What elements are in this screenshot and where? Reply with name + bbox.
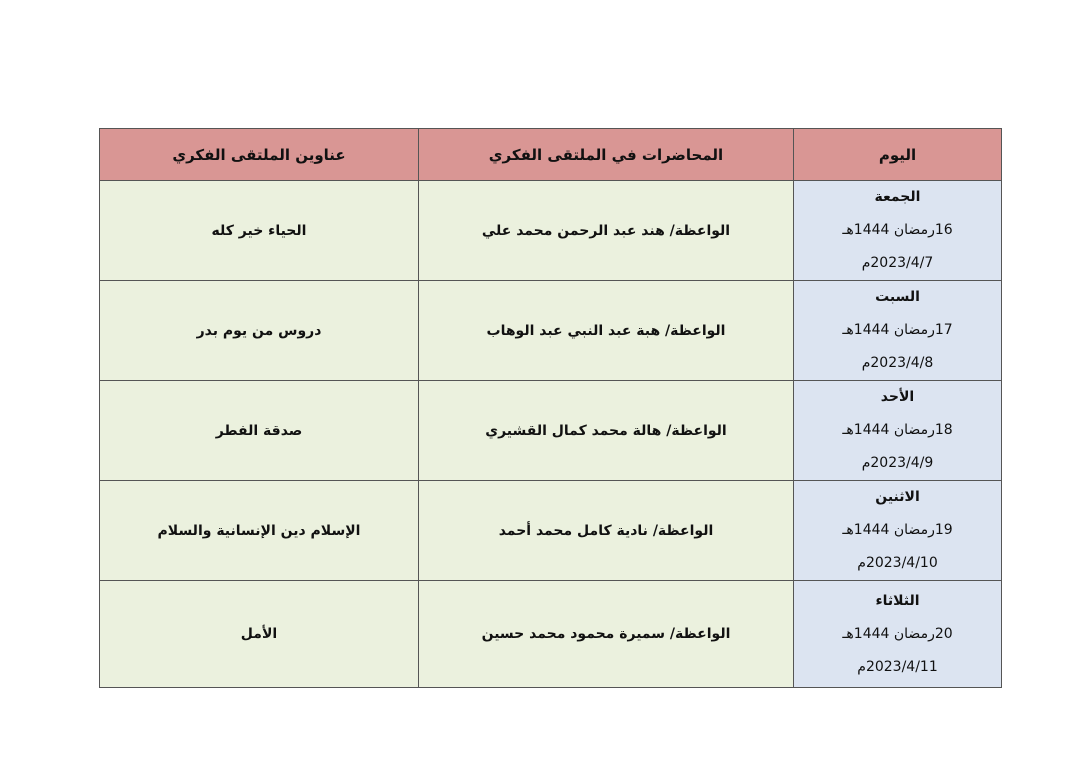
hijri-date: 18رمضان 1444هـ — [842, 422, 953, 438]
gregorian-date: 2023/4/10م — [857, 555, 938, 571]
gregorian-date: 2023/4/8م — [861, 355, 934, 371]
day-name: السبت — [875, 289, 920, 305]
lecturer-cell: الواعظة/ سميرة محمود محمد حسين — [419, 581, 794, 688]
day-cell — [794, 181, 1002, 281]
table-row — [100, 281, 1002, 381]
day-cell — [794, 381, 1002, 481]
gregorian-date: 2023/4/7م — [861, 255, 934, 271]
hijri-date: 17رمضان 1444هـ — [842, 322, 953, 338]
header-day: اليوم — [794, 129, 1002, 181]
title-cell: الحياء خير كله — [100, 181, 419, 281]
hijri-date: 20رمضان 1444هـ — [842, 625, 953, 642]
header-lectures: المحاضرات في الملتقى الفكري — [419, 129, 794, 181]
table-row — [100, 481, 1002, 581]
lecturer-cell: الواعظة/ هالة محمد كمال القشيري — [419, 381, 794, 481]
title-cell: الأمل — [100, 581, 419, 688]
table-row — [100, 181, 1002, 281]
day-cell — [794, 581, 1002, 688]
gregorian-date: 2023/4/9م — [861, 455, 934, 471]
title-cell: الإسلام دين الإنسانية والسلام — [100, 481, 419, 581]
table-row — [100, 581, 1002, 688]
lecturer-cell: الواعظة/ هبة عبد النبي عبد الوهاب — [419, 281, 794, 381]
header-titles: عناوين الملتقى الفكري — [100, 129, 419, 181]
hijri-date: 16رمضان 1444هـ — [842, 222, 953, 238]
day-cell — [794, 481, 1002, 581]
title-cell: صدقة الفطر — [100, 381, 419, 481]
table-row — [100, 381, 1002, 481]
title-cell: دروس من يوم بدر — [100, 281, 419, 381]
day-name: الجمعة — [874, 189, 921, 205]
gregorian-date: 2023/4/11م — [857, 658, 938, 675]
day-name: الاثنين — [875, 489, 920, 505]
day-cell — [794, 281, 1002, 381]
hijri-date: 19رمضان 1444هـ — [842, 522, 953, 538]
header-row — [100, 129, 1002, 181]
lecturer-cell: الواعظة/ هند عبد الرحمن محمد علي — [419, 181, 794, 281]
day-name: الثلاثاء — [875, 592, 920, 609]
day-name: الأحد — [880, 389, 915, 405]
lecturer-cell: الواعظة/ نادية كامل محمد أحمد — [419, 481, 794, 581]
schedule-table — [99, 128, 1002, 688]
